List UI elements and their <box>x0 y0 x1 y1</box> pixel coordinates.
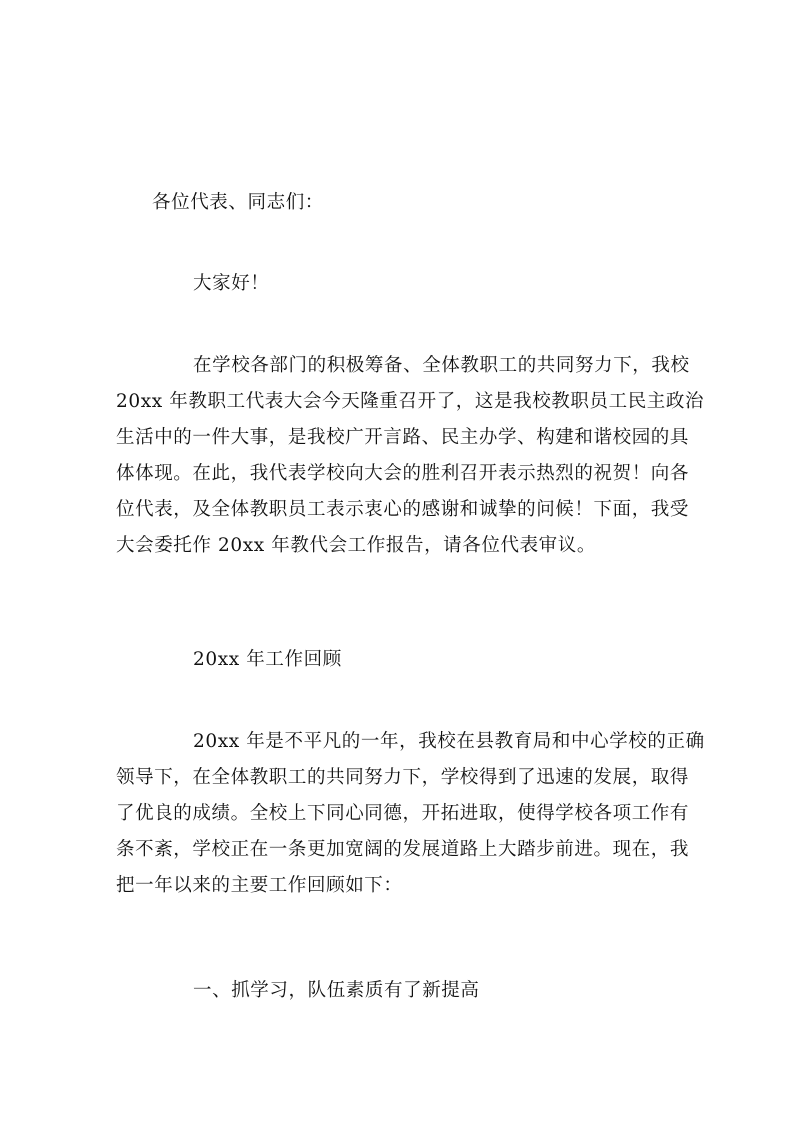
paragraph-line: 位代表，及全体教职员工表示衷心的感谢和诚挚的问候！下面，我受 <box>116 499 690 520</box>
paragraph-line: 在学校各部门的积极筹备、全体教职工的共同努力下，我校 <box>193 355 690 376</box>
paragraph-line: 20xx 年教职工代表大会今天隆重召开了，这是我校教职员工民主政治 <box>116 391 705 412</box>
salutation: 各位代表、同志们： <box>152 192 324 213</box>
subheading: 一、抓学习，队伍素质有了新提高 <box>193 980 480 1001</box>
paragraph-line: 20xx 年是不平凡的一年，我校在县教育局和中心学校的正确 <box>193 731 705 752</box>
paragraph-line: 了优良的成绩。全校上下同心同德，开拓进取，使得学校各项工作有 <box>116 803 690 824</box>
paragraph-line: 体体现。在此，我代表学校向大会的胜利召开表示热烈的祝贺！向各 <box>116 463 690 484</box>
paragraph-line: 领导下，在全体教职工的共同努力下，学校得到了迅速的发展，取得 <box>116 767 690 788</box>
paragraph-line: 生活中的一件大事，是我校广开言路、民主办学、构建和谐校园的具 <box>116 427 690 448</box>
paragraph-line: 条不紊，学校正在一条更加宽阔的发展道路上大踏步前进。现在，我 <box>116 839 690 860</box>
greeting: 大家好！ <box>193 273 270 294</box>
section-heading: 20xx 年工作回顾 <box>193 649 342 670</box>
paragraph-line: 把一年以来的主要工作回顾如下： <box>116 875 403 896</box>
paragraph-line: 大会委托作 20xx 年教代会工作报告，请各位代表审议。 <box>116 535 596 556</box>
